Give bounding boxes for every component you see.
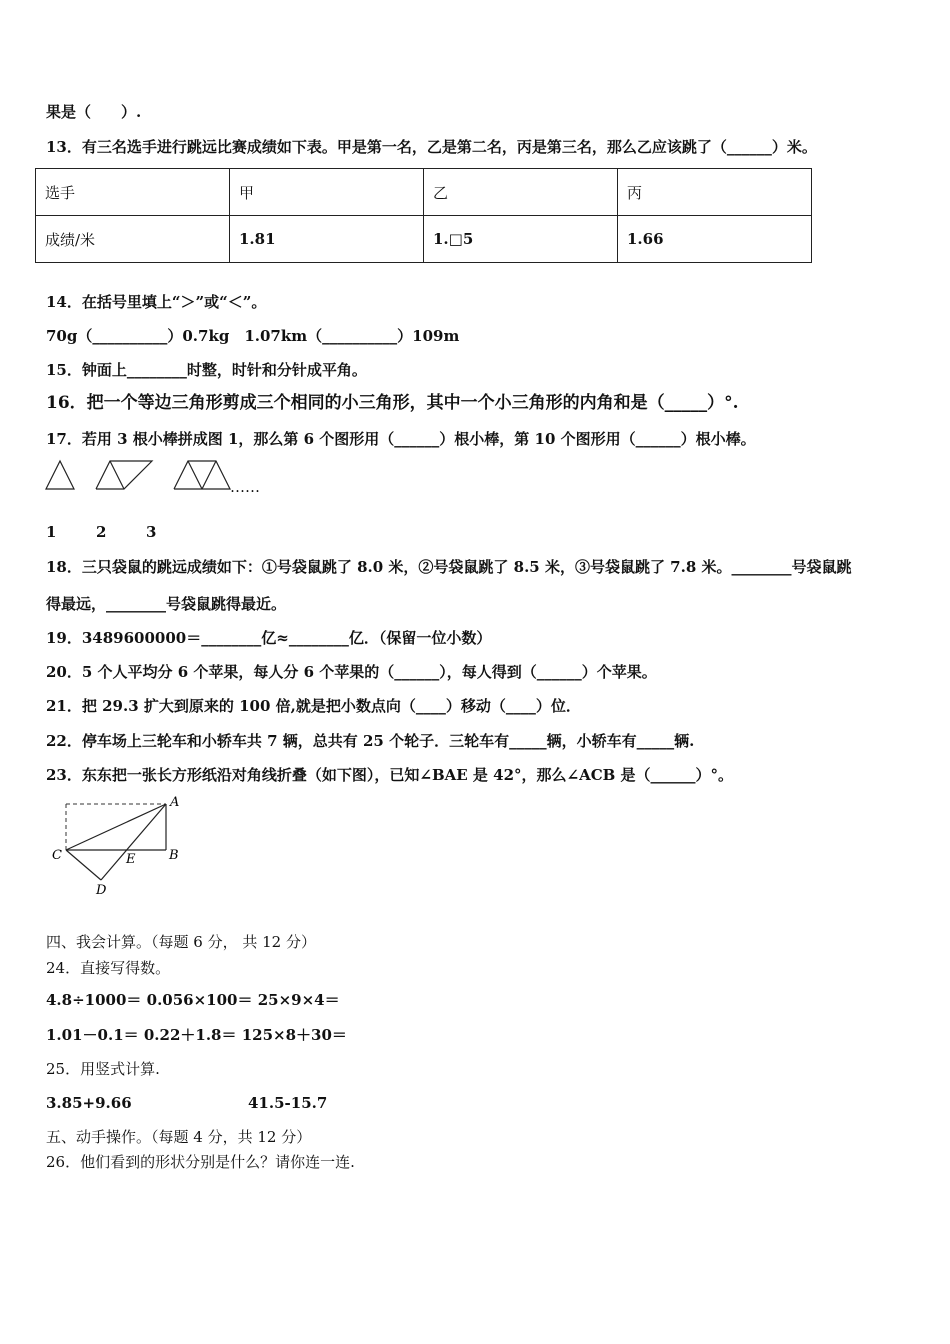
figure-label-3: 3 [146,523,157,541]
figure-3-triangles [174,461,230,489]
table-row [36,216,812,263]
figure-1-triangle [46,461,74,489]
figure-label-2: 2 [96,523,107,541]
q25-expr-2: 41.5-15.7 [248,1094,328,1112]
q19-text: 19．3489600000＝________亿≈________亿．（保留一位小数） [46,629,492,647]
section-5-heading: 五、动手操作。（每题 4 分，共 12 分） [46,1128,312,1146]
q14-text: 14．在括号里填上“＞”或“＜”。 [46,293,267,311]
q21-text: 21．把 29.3 扩大到原来的 100 倍,就是把小数点向（____）移动（____）位． [46,697,581,715]
table-cell: 1.66 [618,216,812,263]
section-4-heading: 四、我会计算。（每题 6 分， 共 12 分） [46,933,316,951]
table-cell: 甲 [230,169,424,216]
point-label-b: B [169,848,179,863]
point-label-d: D [96,883,107,898]
table-cell: 乙 [424,169,618,216]
table-header-row [36,169,812,216]
q14-line: 70g（__________）0.7kg 1.07km（__________）109m [46,327,460,345]
q15-text: 15．钟面上________时整，时针和分针成平角。 [46,361,367,379]
q26-text: 26．他们看到的形状分别是什么？请你连一连. [46,1153,355,1171]
table-cell: 成绩/米 [36,216,230,263]
q24-line1: 4.8÷1000＝ 0.056×100＝ 25×9×4＝ [46,991,340,1009]
figure-label-1: 1 [46,523,57,541]
table-cell: 1.□5 [424,216,618,263]
q18-line1: 18．三只袋鼠的跳远成绩如下：①号袋鼠跳了 8.0 米，②号袋鼠跳了 8.5 米，③号袋鼠跳了 7.8 米。________号袋鼠跳 [46,558,852,576]
q17-text: 17．若用 3 根小棒拼成图 1，那么第 6 个图形用（______）根小棒，第 10 个图形用（______）根小棒。 [46,430,756,448]
q23-text: 23．东东把一张长方形纸沿对角线折叠（如下图），已知∠BAE 是 42°，那么∠ACB 是（______）°。 [46,766,734,784]
q25-expr-1: 3.85+9.66 [46,1094,132,1112]
table-cell: 选手 [36,169,230,216]
point-label-c: C [52,848,62,863]
point-label-a: A [170,795,180,810]
q24-line2: 1.01－0.1＝ 0.22＋1.8＝ 125×8＋30＝ [46,1026,347,1044]
q16-text: 16．把一个等边三角形剪成三个相同的小三角形，其中一个小三角形的内角和是（_____）°. [46,393,739,413]
q25-text: 25．用竖式计算. [46,1060,160,1078]
figure-2-triangles [96,461,152,489]
folded-rectangle-figure [48,792,198,902]
score-table [35,168,812,263]
q22-text: 22．停车场上三轮车和小轿车共 7 辆，总共有 25 个轮子．三轮车有_____辆，小轿车有_____辆. [46,732,695,750]
q24-text: 24．直接写得数。 [46,959,171,977]
q18-line2: 得最远，________号袋鼠跳得最近。 [46,595,287,613]
q13-text: 13．有三名选手进行跳远比赛成绩如下表。甲是第一名，乙是第二名，丙是第三名，那么乙应该跳了（______）米。 [46,138,817,156]
table-cell: 1.81 [230,216,424,263]
point-label-e: E [126,852,136,867]
fold-lines [66,804,166,880]
q12-tail: 果是（ ）. [46,103,142,121]
q17-ellipsis: …… [230,478,260,496]
table-cell: 丙 [618,169,812,216]
q20-text: 20．5 个人平均分 6 个苹果，每人分 6 个苹果的（______），每人得到（______）个苹果。 [46,663,657,681]
